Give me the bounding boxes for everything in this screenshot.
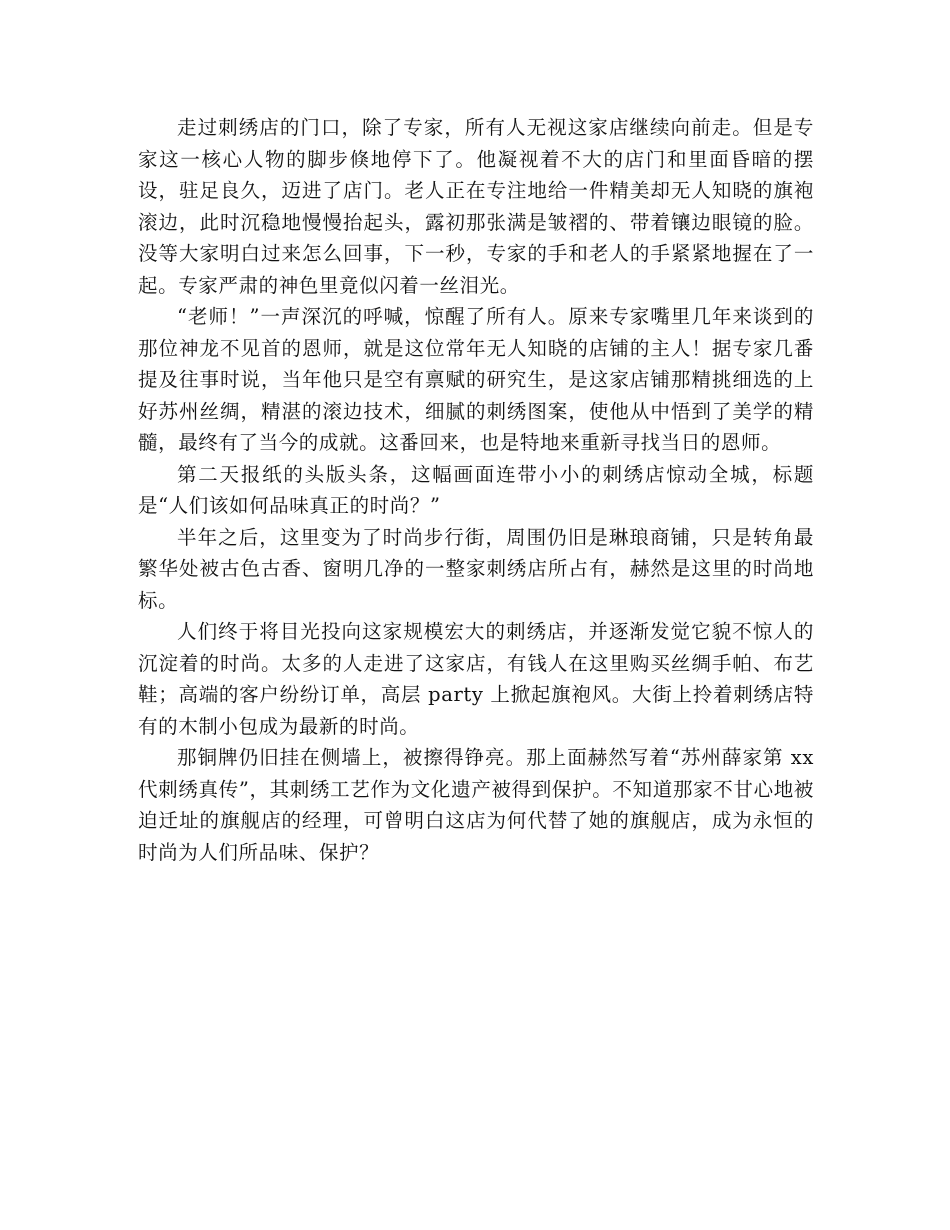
paragraph-5: 人们终于将目光投向这家规模宏大的刺绣店，并逐渐发觉它貌不惊人的沉淀着的时尚。太多的人走进了这家店，有钱人在这里购买丝绸手帕、布艺鞋；高端的客户纷纷订单，高层 party 上掀起旗袍风。大街上拎着刺绣店特有的木制小包成为最新的时尚。 bbox=[138, 620, 814, 738]
paragraph-4: 半年之后，这里变为了时尚步行街，周围仍旧是琳琅商铺，只是转角最繁华处被古色古香、窗明几净的一整家刺绣店所占有，赫然是这里的时尚地标。 bbox=[138, 525, 814, 612]
paragraph-1: 走过刺绣店的门口，除了专家，所有人无视这家店继续向前走。但是专家这一核心人物的脚步倏地停下了。他凝视着不大的店门和里面昏暗的摆设，驻足良久，迈进了店门。老人正在专注地给一件精美却无人知晓的旗袍滚边，此时沉稳地慢慢抬起头，露初那张满是皱褶的、带着镶边眼镜的脸。没等大家明白过来怎么回事，下一秒，专家的手和老人的手紧紧地握在了一起。专家严肃的神色里竟似闪着一丝泪光。 bbox=[138, 116, 814, 297]
paragraph-3: 第二天报纸的头版头条，这幅画面连带小小的刺绣店惊动全城，标题是“人们该如何品味真正的时尚？” bbox=[138, 462, 814, 517]
document-body bbox=[138, 112, 814, 868]
paragraph-6: 那铜牌仍旧挂在侧墙上，被擦得铮亮。那上面赫然写着“苏州薛家第 xx 代刺绣真传”，其刺绣工艺作为文化遗产被得到保护。不知道那家不甘心地被迫迁址的旗舰店的经理，可曾明白这店为何代替了她的旗舰店，成为永恒的时尚为人们所品味、保护？ bbox=[138, 746, 814, 864]
paragraph-2: “老师！”一声深沉的呼喊，惊醒了所有人。原来专家嘴里几年来谈到的那位神龙不见首的恩师，就是这位常年无人知晓的店铺的主人！据专家几番提及往事时说，当年他只是空有禀赋的研究生，是这家店铺那精挑细选的上好苏州丝绸，精湛的滚边技术，细腻的刺绣图案，使他从中悟到了美学的精髓，最终有了当今的成就。这番回来，也是特地来重新寻找当日的恩师。 bbox=[138, 305, 814, 454]
